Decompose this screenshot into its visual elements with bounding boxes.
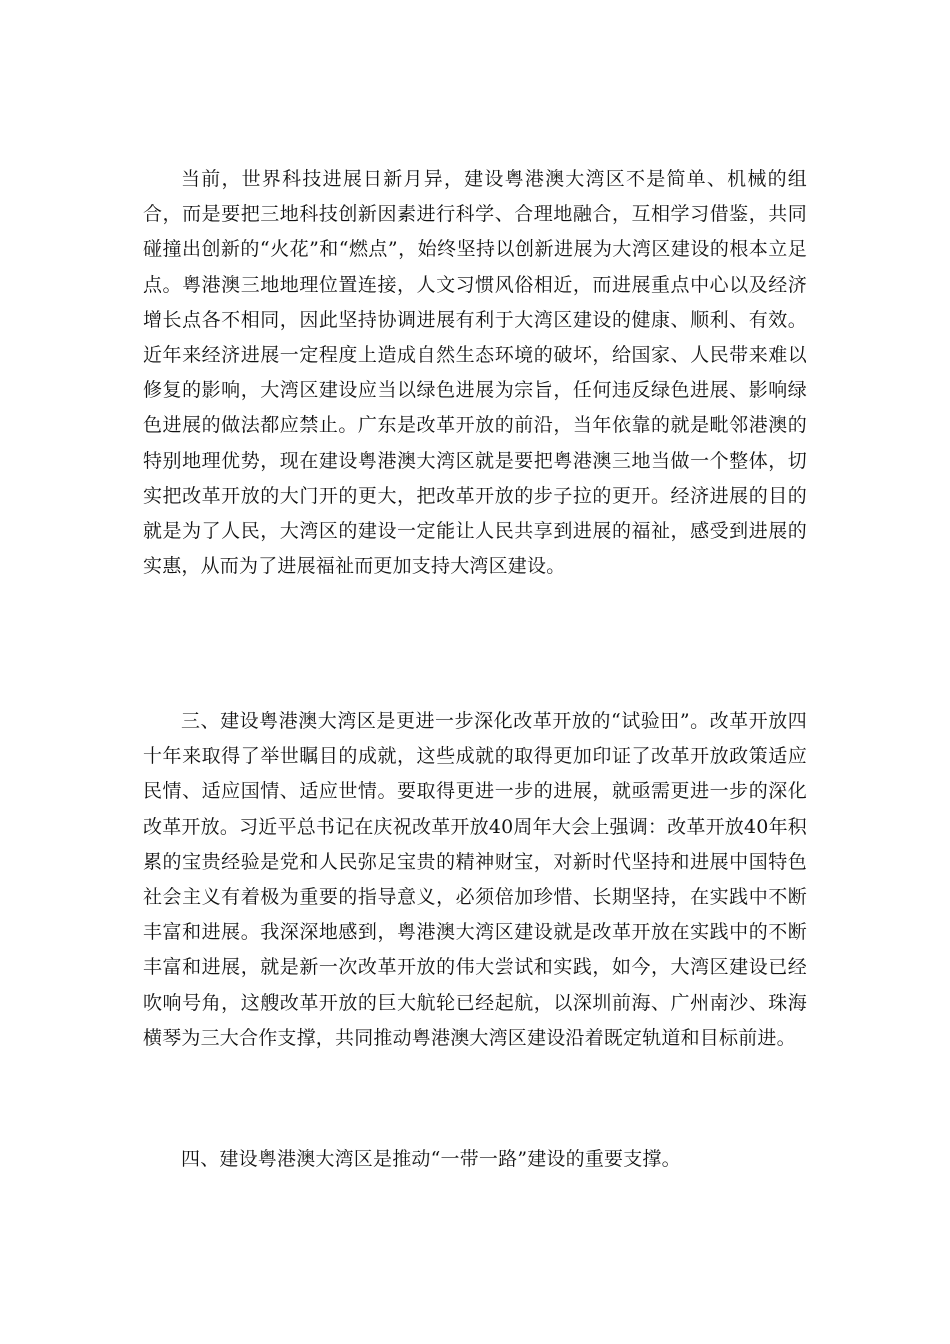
paragraph-section-four: 四、建设粤港澳大湾区是推动“一带一路”建设的重要支撑。 [181,1148,681,1170]
paragraph-section-three: 三、建设粤港澳大湾区是更进一步深化改革开放的“试验田”。改革开放四十年来取得了举世瞩目的成就，这些成就的取得更加印证了改革开放政策适应民情、适应国情、适应世情。要取得更进一步的进展，就亟需更进一步的深化改革开放。习近平总书记在庆祝改革开放40周年大会上强调：改革开放40年积累的宝贵经验是党和人民弥足宝贵的精神财宝，对新时代坚持和进展中国特色社会主义有着极为重要的指导意义，必须倍加珍惜、长期坚持，在实践中不断丰富和进展。我深深地感到，粤港澳大湾区建设就是改革开放在实践中的不断丰富和进展，就是新一次改革开放的伟大尝试和实践，如今，大湾区建设已经吹响号角，这艘改革开放的巨大航轮已经起航，以深圳前海、广州南沙、珠海横琴为三大合作支撑，共同推动粤港澳大湾区建设沿着既定轨道和目标前进。 [143,710,807,1049]
paragraph-innovation-development: 当前，世界科技进展日新月异，建设粤港澳大湾区不是简单、机械的组合，而是要把三地科技创新因素进行科学、合理地融合，互相学习借鉴，共同碰撞出创新的“火花”和“燃点”，始终坚持以创新进展为大湾区建设的根本立足点。粤港澳三地地理位置连接，人文习惯风俗相近，而进展重点中心以及经济增长点各不相同，因此坚持协调进展有利于大湾区建设的健康、顺利、有效。近年来经济进展一定程度上造成自然生态环境的破坏，给国家、人民带来难以修复的影响，大湾区建设应当以绿色进展为宗旨，任何违反绿色进展、影响绿色进展的做法都应禁止。广东是改革开放的前沿，当年依靠的就是毗邻港澳的特别地理优势，现在建设粤港澳大湾区就是要把粤港澳三地当做一个整体，切实把改革开放的大门开的更大，把改革开放的步子拉的更开。经济进展的目的就是为了人民，大湾区的建设一定能让人民共享到进展的福祉，感受到进展的实惠，从而为了进展福祉而更加支持大湾区建设。 [143,168,807,578]
